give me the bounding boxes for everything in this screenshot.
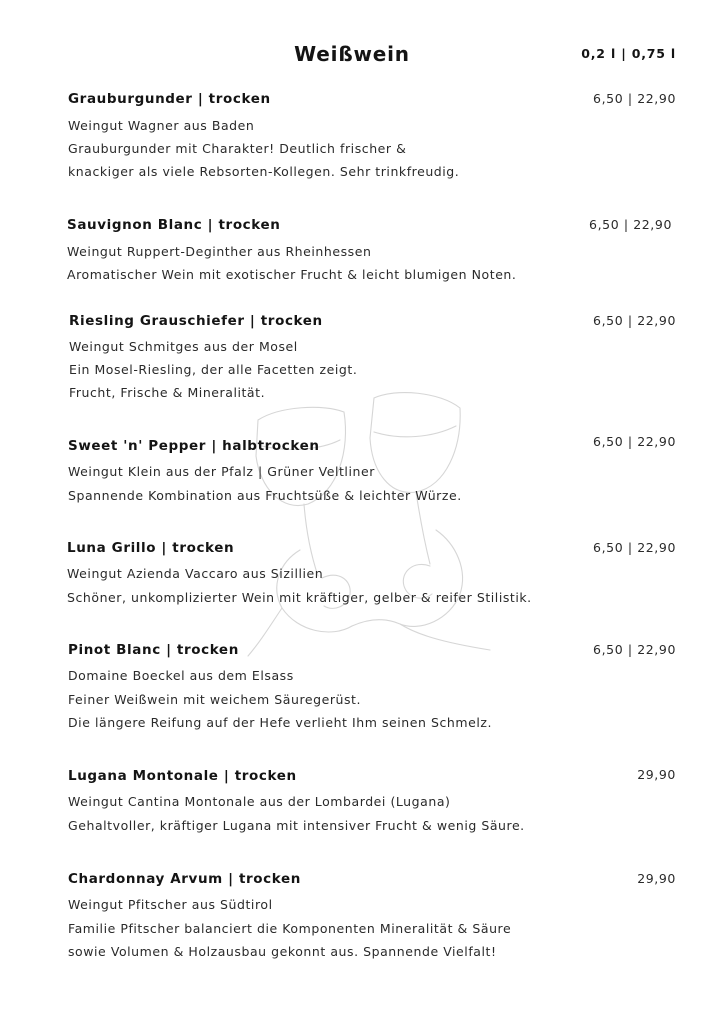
wine-price: 6,50 | 22,90 — [593, 313, 676, 328]
wine-producer: Weingut Wagner aus Baden — [68, 118, 255, 133]
wine-producer: Weingut Ruppert-Deginther aus Rheinhessen — [67, 244, 372, 259]
wine-description: Familie Pfitscher balanciert die Komponenten Mineralität & Säure — [68, 921, 512, 936]
wine-description: Spannende Kombination aus Fruchtsüße & leichter Würze. — [68, 488, 462, 503]
wine-description: Frucht, Frische & Mineralität. — [69, 385, 266, 400]
wine-name: Lugana Montonale | trocken — [68, 768, 297, 784]
wine-producer: Weingut Pfitscher aus Südtirol — [68, 897, 273, 912]
wine-glasses-watermark-icon — [240, 380, 500, 660]
wine-price: 6,50 | 22,90 — [589, 217, 672, 232]
wine-description: Grauburgunder mit Charakter! Deutlich frischer & — [68, 141, 407, 156]
price-header: 0,2 l | 0,75 l — [581, 46, 676, 61]
wine-description: Gehaltvoller, kräftiger Lugana mit intensiver Frucht & wenig Säure. — [68, 818, 525, 833]
wine-producer: Weingut Klein aus der Pfalz | Grüner Veltliner — [68, 464, 375, 479]
wine-price: 6,50 | 22,90 — [593, 91, 676, 106]
page-title: Weißwein — [294, 42, 410, 66]
wine-name: Grauburgunder | trocken — [68, 91, 271, 107]
wine-description: sowie Volumen & Holzausbau gekonnt aus. Spannende Vielfalt! — [68, 944, 497, 959]
wine-price: 29,90 — [637, 767, 676, 782]
wine-producer: Weingut Schmitges aus der Mosel — [69, 339, 298, 354]
wine-name: Pinot Blanc | trocken — [68, 642, 239, 658]
wine-name: Sweet 'n' Pepper | halbtrocken — [68, 438, 320, 454]
wine-description: Feiner Weißwein mit weichem Säuregerüst. — [68, 692, 362, 707]
wine-price: 29,90 — [637, 871, 676, 886]
wine-producer: Domaine Boeckel aus dem Elsass — [68, 668, 294, 683]
wine-name: Luna Grillo | trocken — [67, 540, 235, 556]
wine-producer: Weingut Cantina Montonale aus der Lombardei (Lugana) — [68, 794, 451, 809]
wine-description: Schöner, unkomplizierter Wein mit kräftiger, gelber & reifer Stilistik. — [67, 590, 532, 605]
wine-producer: Weingut Azienda Vaccaro aus Sizillien — [67, 566, 324, 581]
wine-price: 6,50 | 22,90 — [593, 434, 676, 449]
wine-description: knackiger als viele Rebsorten-Kollegen. Sehr trinkfreudig. — [68, 164, 460, 179]
wine-price: 6,50 | 22,90 — [593, 540, 676, 555]
wine-description: Die längere Reifung auf der Hefe verlieht Ihm seinen Schmelz. — [68, 715, 493, 730]
wine-description: Aromatischer Wein mit exotischer Frucht & leicht blumigen Noten. — [67, 267, 517, 282]
wine-name: Sauvignon Blanc | trocken — [67, 217, 281, 233]
wine-name: Riesling Grauschiefer | trocken — [69, 313, 323, 329]
wine-description: Ein Mosel-Riesling, der alle Facetten zeigt. — [69, 362, 358, 377]
wine-price: 6,50 | 22,90 — [593, 642, 676, 657]
wine-name: Chardonnay Arvum | trocken — [68, 871, 301, 887]
